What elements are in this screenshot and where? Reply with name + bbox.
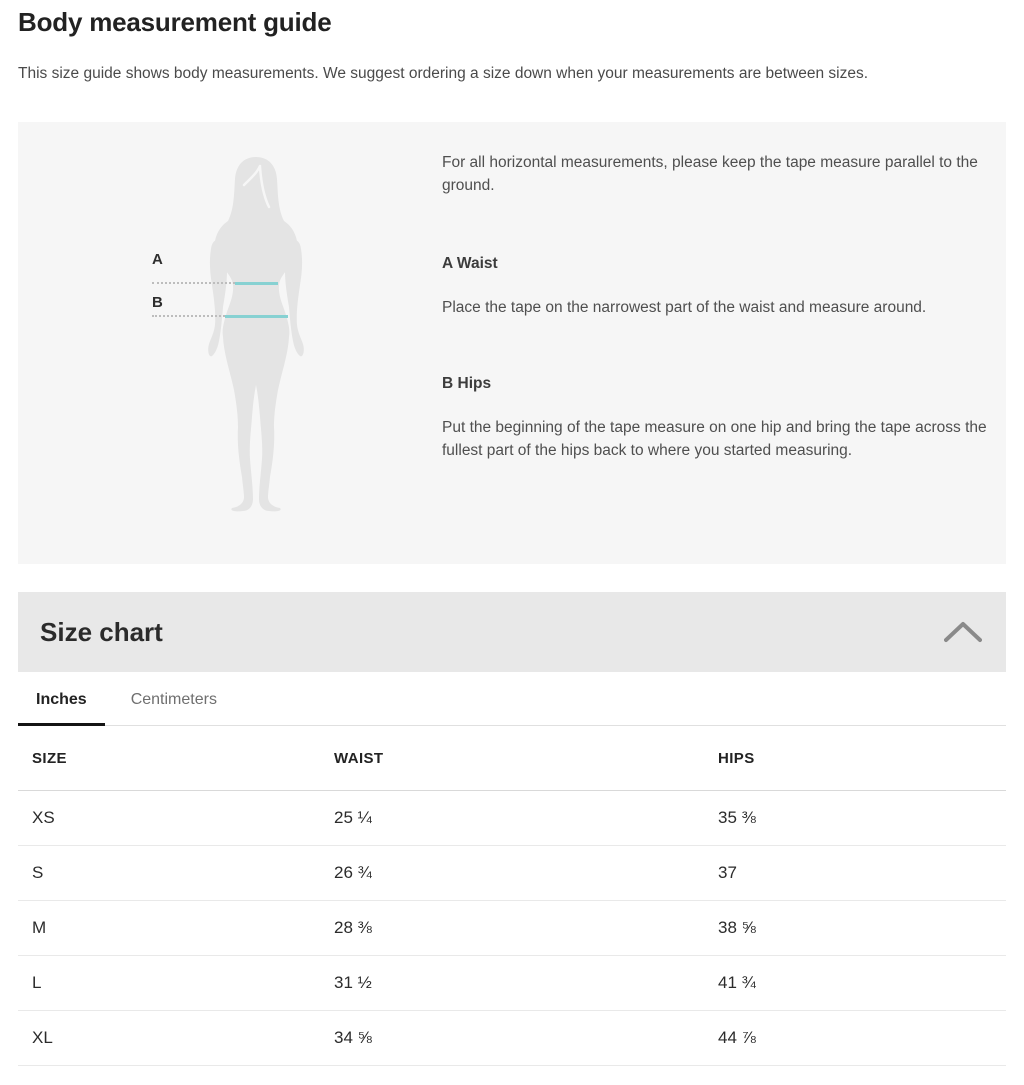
tab-inches[interactable]: Inches <box>18 691 105 726</box>
waist-measure-teal-line <box>235 282 278 285</box>
measurement-instructions <box>442 151 987 462</box>
size-chart-title: Size chart <box>40 616 163 647</box>
page-title: Body measurement guide <box>18 7 332 37</box>
hips-section-heading: B Hips <box>442 375 492 392</box>
measurement-guide-panel <box>18 122 1006 564</box>
body-silhouette-illustration <box>190 155 330 513</box>
table-row-s <box>18 846 1006 901</box>
waist-measure-line <box>152 281 278 285</box>
size-chart-table <box>18 726 1006 1066</box>
chevron-up-icon <box>944 621 982 643</box>
tab-centimeters[interactable]: Centimeters <box>113 691 235 726</box>
measurement-intro-text: For all horizontal measurements, please keep the tape measure parallel to the ground. <box>442 154 978 194</box>
table-header-row <box>18 726 1006 791</box>
unit-tabs <box>18 672 1006 726</box>
size-cell: XL <box>32 1028 53 1047</box>
hips-section-body: Put the beginning of the tape measure on one hip and bring the tape across the fullest part of the hips back to where you started measuring. <box>442 419 987 459</box>
column-header-hips: HIPS <box>718 749 755 767</box>
hips-measure-line <box>152 314 288 318</box>
table-row-m <box>18 901 1006 956</box>
waist-cell: 28 ⅜ <box>334 918 372 937</box>
hips-cell: 35 ⅜ <box>718 808 756 827</box>
waist-section-heading: A Waist <box>442 255 498 272</box>
waist-cell: 25 ¼ <box>334 808 372 827</box>
waist-cell: 34 ⅝ <box>334 1028 372 1047</box>
size-cell: L <box>32 973 42 992</box>
hips-cell: 44 ⅞ <box>718 1028 756 1047</box>
hips-cell: 37 <box>718 863 737 882</box>
size-cell: XS <box>32 808 55 827</box>
size-cell: M <box>32 918 47 937</box>
waist-section-body: Place the tape on the narrowest part of the waist and measure around. <box>442 299 927 316</box>
collapse-section-button[interactable] <box>940 617 986 647</box>
table-row-xs <box>18 791 1006 846</box>
waist-marker-label: A <box>152 251 163 268</box>
column-header-size: SIZE <box>32 749 67 767</box>
hips-marker-label: B <box>152 294 163 311</box>
hips-cell: 41 ¾ <box>718 973 756 992</box>
column-header-waist: WAIST <box>334 749 384 767</box>
table-row-xl <box>18 1011 1006 1066</box>
waist-leader-dotted-line <box>152 282 235 284</box>
hips-measure-teal-line <box>225 315 288 318</box>
waist-cell: 26 ¾ <box>334 863 372 882</box>
hips-cell: 38 ⅝ <box>718 918 756 937</box>
hips-leader-dotted-line <box>152 315 225 317</box>
size-chart-accordion-header[interactable] <box>18 592 1006 672</box>
size-cell: S <box>32 863 44 882</box>
table-row-l <box>18 956 1006 1011</box>
page-subtitle: This size guide shows body measurements. We suggest ordering a size down when your measurements are between sizes. <box>18 65 869 82</box>
waist-cell: 31 ½ <box>334 973 372 992</box>
